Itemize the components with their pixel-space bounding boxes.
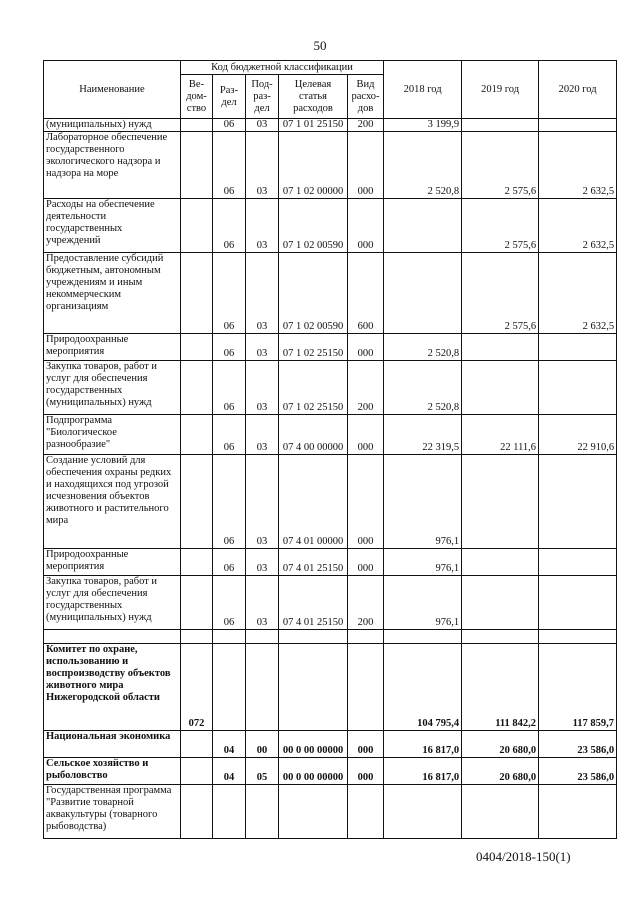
table-cell-name: Лабораторное обеспечение государственного экологического надзора и надзора на море (44, 132, 181, 199)
table-cell-target: 07 1 02 25150 (279, 361, 348, 415)
table-cell-vedomstvo (181, 731, 213, 758)
table-cell-name: Предоставление субсидий бюджетным, автономным учреждениям и иным некоммерческим организациям (44, 253, 181, 334)
table-cell-2019: 20 680,0 (462, 758, 539, 785)
table-cell-vid: 000 (348, 731, 384, 758)
table-cell-podrazdel (246, 785, 279, 839)
table-cell-2019 (462, 630, 539, 644)
table-cell-2018: 16 817,0 (384, 758, 462, 785)
table-cell-target: 00 0 00 00000 (279, 731, 348, 758)
table-cell-podrazdel: 03 (246, 576, 279, 630)
table-cell-razdel: 06 (213, 334, 246, 361)
table-cell-razdel: 04 (213, 731, 246, 758)
table-cell-2019 (462, 455, 539, 549)
table-cell-name: Природоохранные мероприятия (44, 549, 181, 576)
table-cell-podrazdel: 05 (246, 758, 279, 785)
table-cell-podrazdel: 03 (246, 455, 279, 549)
table-cell-2020: 2 632,5 (539, 132, 617, 199)
table-cell-vedomstvo (181, 576, 213, 630)
table-cell-podrazdel: 03 (246, 549, 279, 576)
table-row (44, 199, 617, 253)
table-cell-razdel: 06 (213, 132, 246, 199)
table-row (44, 361, 617, 415)
page-number: 50 (313, 38, 327, 53)
table-cell-vedomstvo (181, 253, 213, 334)
table-cell-2018: 2 520,8 (384, 361, 462, 415)
table-cell-vedomstvo (181, 119, 213, 132)
table-cell-2018: 104 795,4 (384, 644, 462, 731)
table-cell-podrazdel: 03 (246, 334, 279, 361)
table-cell-name: Комитет по охране, использованию и воспроизводству объектов животного мира Нижегородской области (44, 644, 181, 731)
table-cell-target (279, 630, 348, 644)
table-row (44, 119, 617, 132)
table-cell-target (279, 785, 348, 839)
table-cell-vid: 000 (348, 334, 384, 361)
table-cell-razdel: 06 (213, 361, 246, 415)
table-cell-name (44, 630, 181, 644)
table-cell-name: Закупка товаров, работ и услуг для обеспечения государственных (муниципальных) нужд (44, 361, 181, 415)
table-cell-2019: 111 842,2 (462, 644, 539, 731)
budget-table (43, 60, 617, 839)
table-cell-2020: 22 910,6 (539, 415, 617, 455)
table-cell-target: 07 1 02 00590 (279, 199, 348, 253)
table-cell-vid: 000 (348, 415, 384, 455)
table-cell-2020: 2 632,5 (539, 253, 617, 334)
table-cell-2018: 2 520,8 (384, 132, 462, 199)
footer-code: 0404/2018-150(1) (476, 849, 571, 864)
table-row (44, 132, 617, 199)
table-cell-2019 (462, 549, 539, 576)
header-podrazdel: Под- раз- дел (246, 75, 279, 119)
table-cell-name: Национальная экономика (44, 731, 181, 758)
table-cell-vedomstvo (181, 455, 213, 549)
table-cell-podrazdel (246, 644, 279, 731)
table-cell-podrazdel: 00 (246, 731, 279, 758)
table-cell-vid (348, 785, 384, 839)
table-cell-razdel: 06 (213, 415, 246, 455)
table-cell-vedomstvo (181, 415, 213, 455)
table-cell-vid: 000 (348, 132, 384, 199)
table-cell-vedomstvo (181, 199, 213, 253)
table-cell-target: 07 1 02 00590 (279, 253, 348, 334)
table-cell-vid: 200 (348, 576, 384, 630)
table-cell-vid: 000 (348, 758, 384, 785)
table-cell-2019 (462, 361, 539, 415)
table-cell-vid: 600 (348, 253, 384, 334)
table-cell-2020: 117 859,7 (539, 644, 617, 731)
header-vid: Вид расхо- дов (348, 75, 384, 119)
header-vedomstvo: Ве- дом- ство (181, 75, 213, 119)
header-razdel: Раз- дел (213, 75, 246, 119)
table-cell-podrazdel: 03 (246, 119, 279, 132)
header-target: Целевая статья расходов (279, 75, 348, 119)
table-cell-2018: 976,1 (384, 576, 462, 630)
table-cell-name: Подпрограмма "Биологическое разнообразие" (44, 415, 181, 455)
table-cell-razdel (213, 630, 246, 644)
table-cell-2020: 23 586,0 (539, 758, 617, 785)
table-cell-target (279, 644, 348, 731)
table-cell-podrazdel (246, 630, 279, 644)
table-cell-podrazdel: 03 (246, 132, 279, 199)
table-cell-target: 00 0 00 00000 (279, 758, 348, 785)
table-cell-razdel: 04 (213, 758, 246, 785)
table-row (44, 630, 617, 644)
table-cell-name: (муниципальных) нужд (44, 119, 181, 132)
table-cell-2018 (384, 199, 462, 253)
header-name: Наименование (44, 61, 181, 119)
table-row (44, 731, 617, 758)
table-cell-2018: 976,1 (384, 455, 462, 549)
table-row (44, 455, 617, 549)
table-cell-razdel: 06 (213, 119, 246, 132)
table-cell-podrazdel: 03 (246, 361, 279, 415)
header-code-group: Код бюджетной классификации (181, 61, 384, 75)
table-cell-2018 (384, 253, 462, 334)
table-cell-2020: 23 586,0 (539, 731, 617, 758)
table-cell-2018: 3 199,9 (384, 119, 462, 132)
table-cell-2018 (384, 630, 462, 644)
table-row (44, 576, 617, 630)
table-cell-target: 07 4 01 25150 (279, 549, 348, 576)
table-cell-vedomstvo (181, 132, 213, 199)
table-cell-2018: 16 817,0 (384, 731, 462, 758)
table-cell-razdel: 06 (213, 455, 246, 549)
table-cell-name: Расходы на обеспечение деятельности государственных учреждений (44, 199, 181, 253)
table-cell-vid (348, 644, 384, 731)
table-cell-2019: 22 111,6 (462, 415, 539, 455)
table-cell-vid: 200 (348, 119, 384, 132)
table-cell-2019: 2 575,6 (462, 199, 539, 253)
table-cell-target: 07 1 02 00000 (279, 132, 348, 199)
table-cell-2020 (539, 119, 617, 132)
table-cell-2018 (384, 785, 462, 839)
table-cell-razdel: 06 (213, 199, 246, 253)
table-cell-2020 (539, 630, 617, 644)
table-cell-2020 (539, 361, 617, 415)
header-2018: 2018 год (384, 61, 462, 119)
table-cell-2018: 2 520,8 (384, 334, 462, 361)
table-cell-2019 (462, 334, 539, 361)
table-cell-vedomstvo: 072 (181, 644, 213, 731)
table-cell-2019 (462, 785, 539, 839)
table-cell-vedomstvo (181, 549, 213, 576)
table-cell-2020 (539, 576, 617, 630)
table-row (44, 785, 617, 839)
table-cell-name: Сельское хозяйство и рыболовство (44, 758, 181, 785)
table-cell-podrazdel: 03 (246, 253, 279, 334)
table-cell-podrazdel: 03 (246, 199, 279, 253)
table-row (44, 758, 617, 785)
table-cell-name: Государственная программа "Развитие товарной аквакультуры (товарного рыбоводства) (44, 785, 181, 839)
table-cell-2018: 976,1 (384, 549, 462, 576)
table-cell-vid: 200 (348, 361, 384, 415)
table-cell-podrazdel: 03 (246, 415, 279, 455)
table-cell-2019: 20 680,0 (462, 731, 539, 758)
table-cell-2020: 2 632,5 (539, 199, 617, 253)
table-cell-razdel (213, 644, 246, 731)
table-cell-vedomstvo (181, 361, 213, 415)
table-cell-2019 (462, 576, 539, 630)
table-cell-vedomstvo (181, 758, 213, 785)
table-cell-2020 (539, 785, 617, 839)
table-cell-2019: 2 575,6 (462, 132, 539, 199)
table-cell-vedomstvo (181, 630, 213, 644)
table-cell-razdel (213, 785, 246, 839)
table-cell-2020 (539, 549, 617, 576)
table-body (44, 119, 617, 839)
table-cell-2019 (462, 119, 539, 132)
table-cell-razdel: 06 (213, 576, 246, 630)
table-row (44, 415, 617, 455)
header-2019: 2019 год (462, 61, 539, 119)
table-cell-2020 (539, 334, 617, 361)
table-row (44, 253, 617, 334)
table-cell-name: Природоохранные мероприятия (44, 334, 181, 361)
table-cell-vedomstvo (181, 334, 213, 361)
table-cell-vid (348, 630, 384, 644)
table-cell-vedomstvo (181, 785, 213, 839)
table-cell-target: 07 4 01 00000 (279, 455, 348, 549)
table-cell-name: Создание условий для обеспечения охраны редких и находящихся под угрозой исчезновения объектов животного и растительного мира (44, 455, 181, 549)
header-2020: 2020 год (539, 61, 617, 119)
table-cell-vid: 000 (348, 199, 384, 253)
table-cell-target: 07 4 00 00000 (279, 415, 348, 455)
table-cell-name: Закупка товаров, работ и услуг для обеспечения государственных (муниципальных) нужд (44, 576, 181, 630)
table-row (44, 334, 617, 361)
table-cell-razdel: 06 (213, 549, 246, 576)
table-cell-2018: 22 319,5 (384, 415, 462, 455)
table-row (44, 549, 617, 576)
table-cell-target: 07 1 01 25150 (279, 119, 348, 132)
table-cell-2020 (539, 455, 617, 549)
table-cell-2019: 2 575,6 (462, 253, 539, 334)
table-cell-target: 07 4 01 25150 (279, 576, 348, 630)
table-cell-razdel: 06 (213, 253, 246, 334)
table-row (44, 644, 617, 731)
table-cell-vid: 000 (348, 455, 384, 549)
table-cell-vid: 000 (348, 549, 384, 576)
table-cell-target: 07 1 02 25150 (279, 334, 348, 361)
